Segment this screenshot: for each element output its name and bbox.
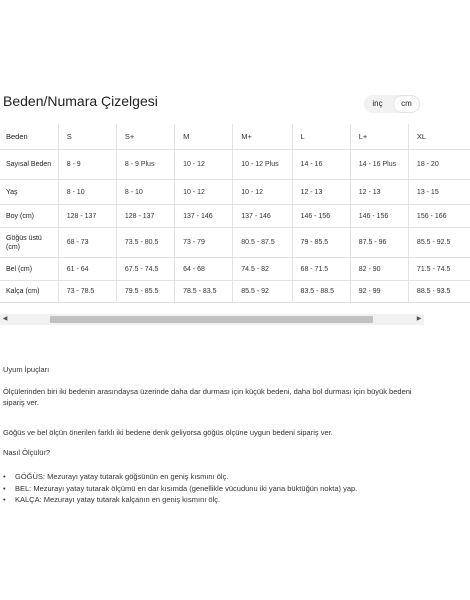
measure-list: [3, 471, 357, 506]
size-header: XL: [408, 124, 470, 150]
table-cell: 73 - 79: [175, 228, 233, 258]
table-cell: 128 - 137: [116, 205, 174, 228]
table-cell: 137 - 146: [175, 205, 233, 228]
row-label: Sayısal Beden: [0, 150, 58, 180]
table-cell: 8 - 9: [58, 150, 116, 180]
table-row: [0, 228, 470, 258]
table-cell: 137 - 146: [233, 205, 292, 228]
table-cell: 10 - 12 Plus: [233, 150, 292, 180]
horizontal-scrollbar[interactable]: [0, 314, 424, 325]
table-cell: 8 - 10: [58, 180, 116, 205]
table-header-row: [0, 124, 470, 150]
table-row: [0, 180, 470, 205]
row-label: Göğüs üstü (cm): [0, 228, 58, 258]
size-header: M+: [233, 124, 292, 150]
table-cell: 10 - 12: [233, 180, 292, 205]
tips-paragraph: Ölçülerinden biri iki bedenin arasındaysa üzerinde daha dar durması için küçük bedeni, daha bol durması için büyük bedeni sipariş ver.: [3, 387, 412, 407]
table-cell: 92 - 99: [350, 281, 408, 303]
table-cell: 68 - 71.5: [292, 258, 350, 281]
table-cell: 85.5 - 92: [233, 281, 292, 303]
table-cell: 64 - 68: [175, 258, 233, 281]
size-chart-table-container[interactable]: [0, 124, 451, 314]
table-cell: 10 - 12: [175, 180, 233, 205]
table-row: [0, 258, 470, 281]
row-label: Yaş: [0, 180, 58, 205]
table-cell: 88.5 - 93.5: [408, 281, 470, 303]
scrollbar-thumb[interactable]: [50, 316, 373, 323]
table-cell: 10 - 12: [175, 150, 233, 180]
table-cell: 146 - 156: [292, 205, 350, 228]
table-cell: 146 - 156: [350, 205, 408, 228]
bullet-icon: •: [3, 472, 6, 481]
list-item: [3, 471, 357, 483]
header-label: Beden: [0, 124, 58, 150]
tips-paragraph: Göğüs ve bel ölçün önerilen farklı iki bedene denk geliyorsa göğüs ölçüne uygun bedeni sipariş ver.: [3, 428, 333, 437]
table-row: [0, 205, 470, 228]
list-item: [3, 483, 357, 495]
table-cell: 73 - 78.5: [58, 281, 116, 303]
table-cell: 8 - 10: [116, 180, 174, 205]
table-cell: 85.5 - 92.5: [408, 228, 470, 258]
table-cell: 14 - 16: [292, 150, 350, 180]
list-item-text: GÖĞÜS: Mezurayı yatay tutarak göğsünün en geniş kısmını ölç.: [15, 472, 229, 481]
bullet-icon: •: [3, 483, 6, 493]
table-cell: 73.5 - 80.5: [116, 228, 174, 258]
row-label: Bel (cm): [0, 258, 58, 281]
table-cell: 12 - 13: [292, 180, 350, 205]
page-title: Beden/Numara Çizelgesi: [3, 93, 158, 109]
table-cell: 61 - 64: [58, 258, 116, 281]
table-cell: 82 - 90: [350, 258, 408, 281]
table-cell: 68 - 73: [58, 228, 116, 258]
table-cell: 80.5 - 87.5: [233, 228, 292, 258]
table-cell: 79.5 - 85.5: [116, 281, 174, 303]
table-cell: 74.5 - 82: [233, 258, 292, 281]
table-row: [0, 150, 470, 180]
size-header: L: [292, 124, 350, 150]
table-cell: 78.5 - 83.5: [175, 281, 233, 303]
tips-title: Uyum İpuçları: [3, 365, 50, 374]
table-cell: 83.5 - 88.5: [292, 281, 350, 303]
table-row: [0, 281, 470, 303]
table-cell: 14 - 16 Plus: [350, 150, 408, 180]
scroll-left-icon[interactable]: ◀: [2, 316, 8, 322]
unit-cm-button[interactable]: cm: [393, 95, 420, 113]
size-header: S: [58, 124, 116, 150]
list-item-text: KALÇA: Mezurayı yatay tutarak kalçanın en geniş kısmını ölç.: [15, 495, 221, 504]
size-header: M: [175, 124, 233, 150]
table-cell: 12 - 13: [350, 180, 408, 205]
size-chart-table: [0, 124, 470, 303]
table-cell: 67.5 - 74.5: [116, 258, 174, 281]
table-cell: 71.5 - 74.5: [408, 258, 470, 281]
table-cell: 18 - 20: [408, 150, 470, 180]
scroll-right-icon[interactable]: ▶: [416, 316, 422, 322]
table-cell: 128 - 137: [58, 205, 116, 228]
list-item-text: BEL: Mezurayı yatay tutarak ölçümü en dar kısımda (genellikle vücudunu iki yana büktüğün nokta) yap.: [15, 483, 358, 493]
table-cell: 156 - 166: [408, 205, 470, 228]
size-header: S+: [116, 124, 174, 150]
size-header: L+: [350, 124, 408, 150]
list-item: [3, 494, 357, 506]
unit-toggle: [364, 95, 420, 113]
row-label: Boy (cm): [0, 205, 58, 228]
measure-title: Nasıl Ölçülür?: [3, 448, 51, 457]
table-cell: 79 - 85.5: [292, 228, 350, 258]
row-label: Kalça (cm): [0, 281, 58, 303]
bullet-icon: •: [3, 495, 6, 504]
unit-inch-button[interactable]: inç: [372, 99, 383, 108]
table-cell: 13 - 15: [408, 180, 470, 205]
table-cell: 87.5 - 96: [350, 228, 408, 258]
table-cell: 8 - 9 Plus: [116, 150, 174, 180]
